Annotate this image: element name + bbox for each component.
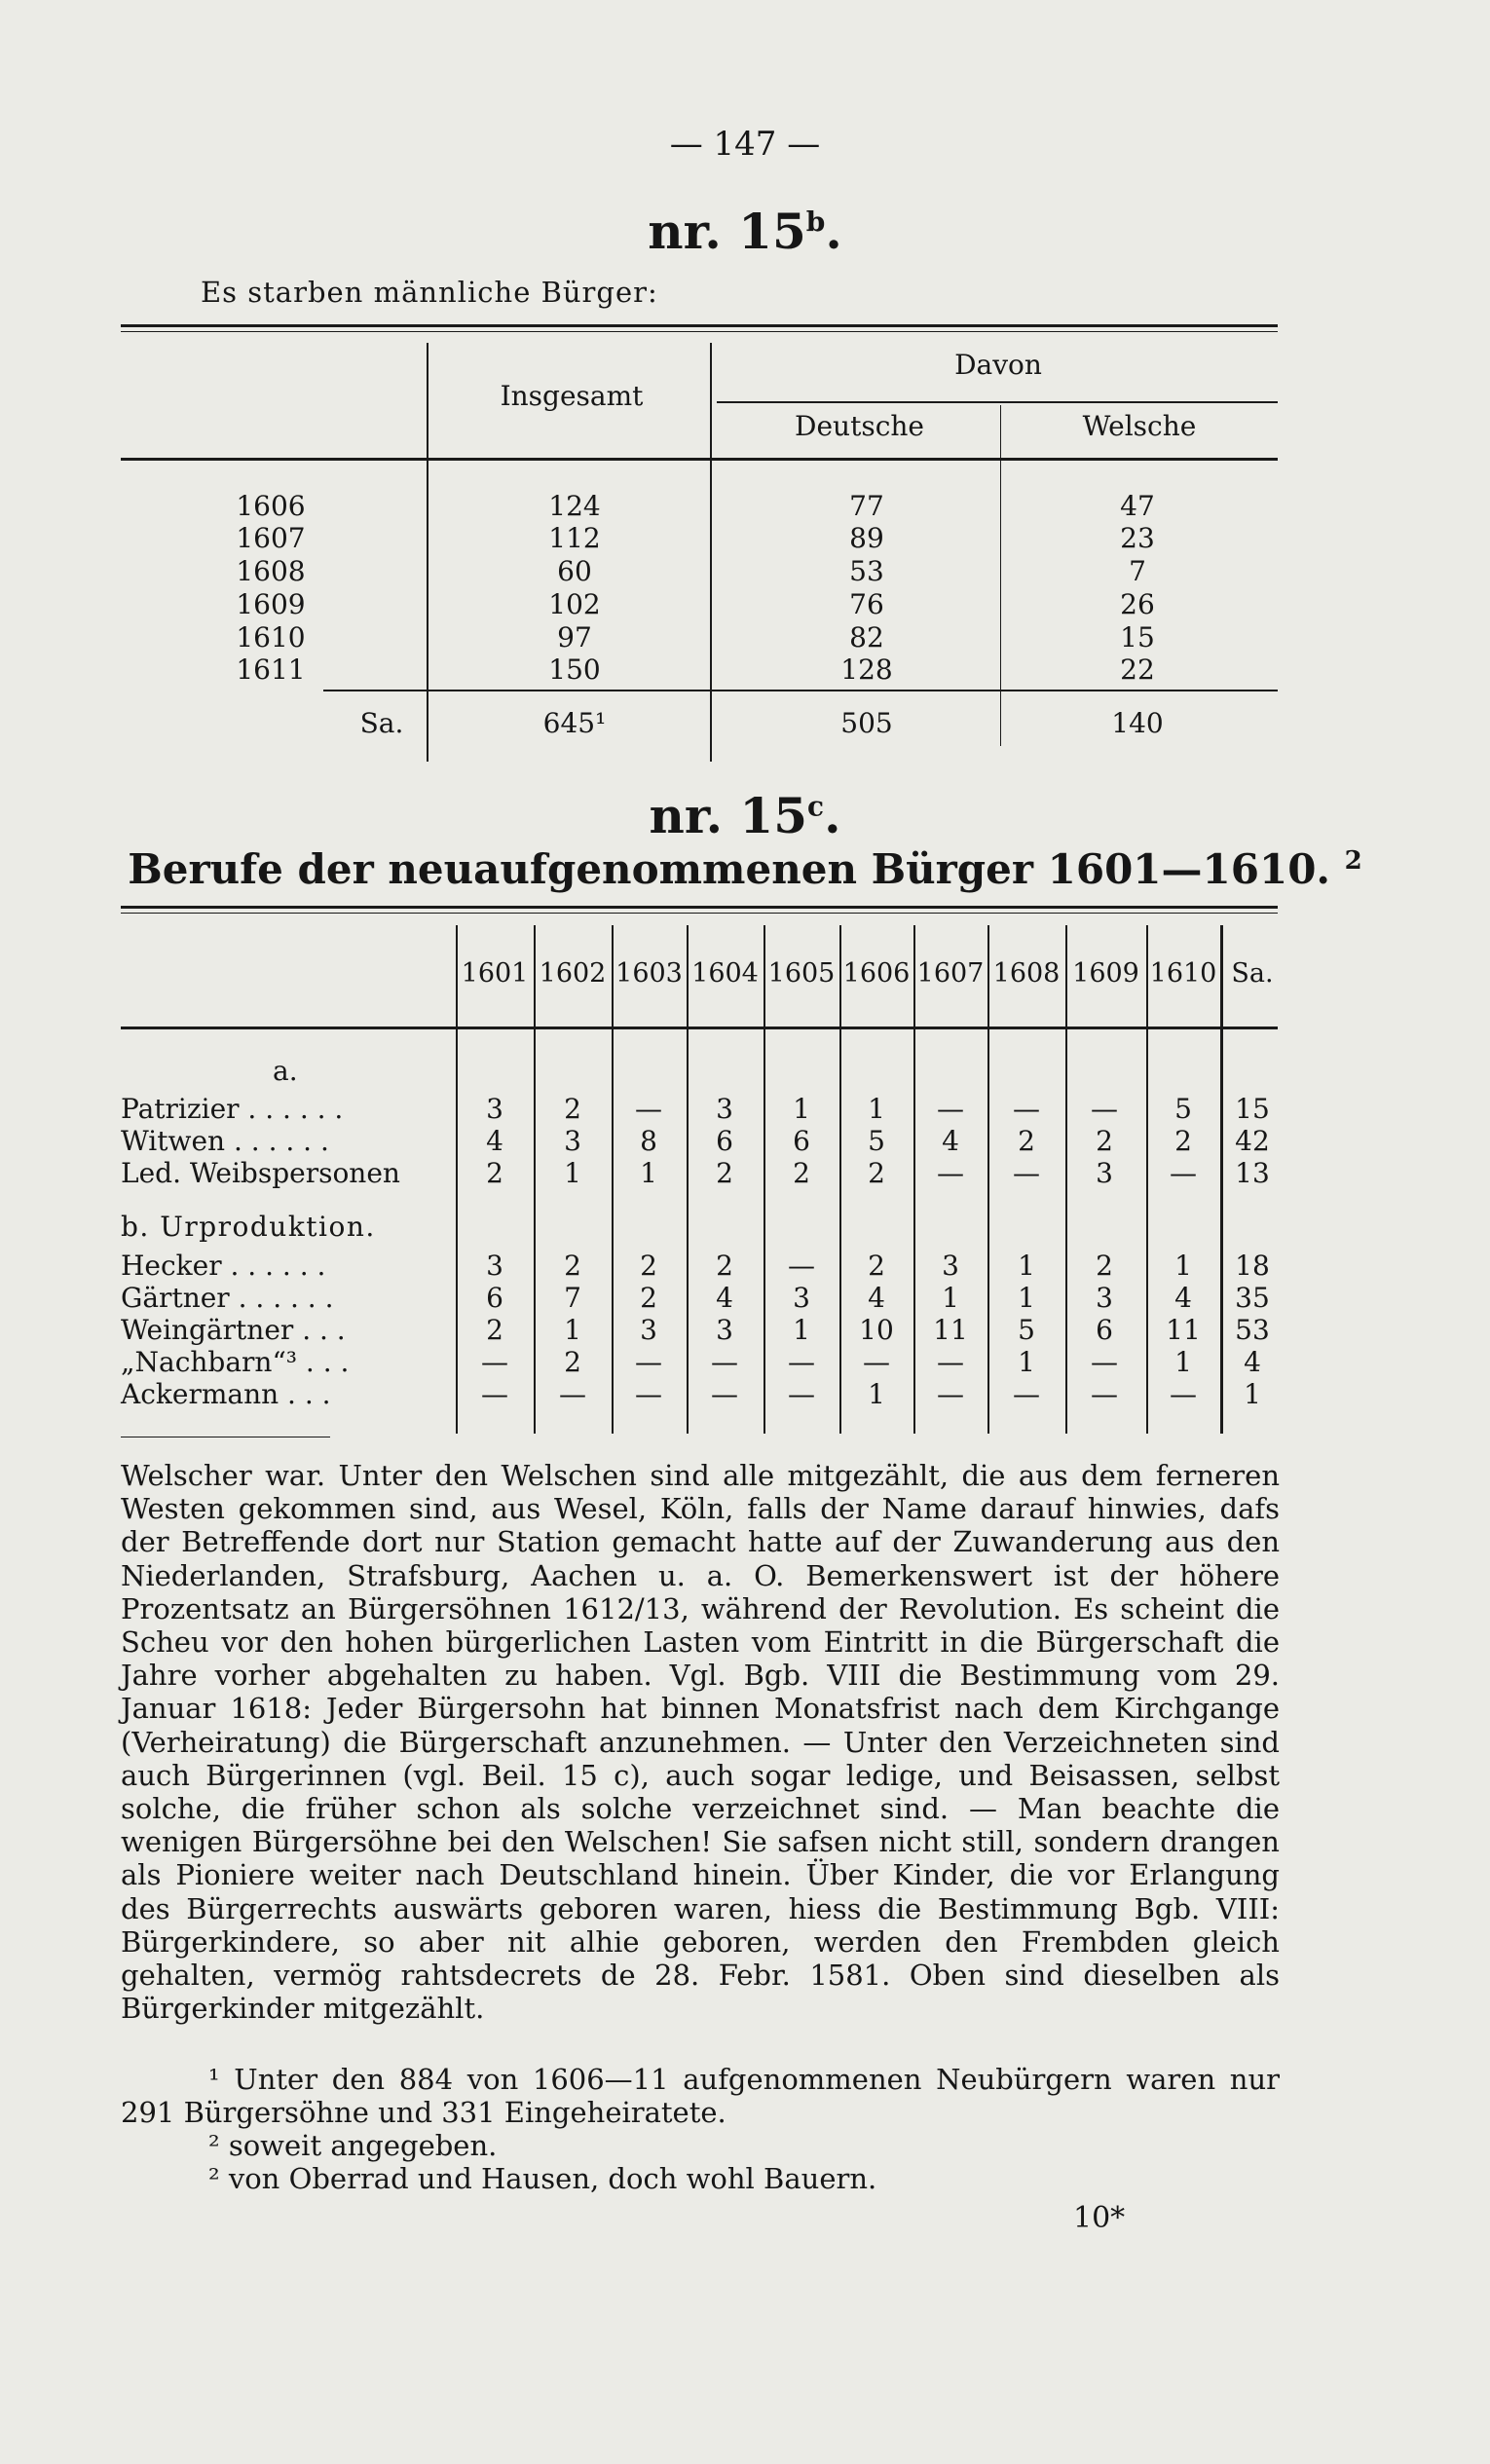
footnote-1: ¹ Unter den 884 von 1606—11 aufgenommenen Neubürgern waren nur 291 Bürgersöhne und 331 Eingeheiratete.: [121, 2063, 1280, 2129]
cell: —: [937, 1093, 964, 1125]
section-a-label: a.: [273, 1055, 298, 1087]
cell: 2: [1096, 1250, 1113, 1282]
welsche: 47: [1120, 490, 1155, 522]
cell: 6: [793, 1125, 810, 1157]
vline: [1065, 925, 1067, 1434]
year: 1608: [236, 555, 306, 587]
cell: 5: [868, 1125, 885, 1157]
cell: 2: [486, 1314, 503, 1346]
col-sa: Sa.: [1231, 958, 1274, 989]
cell: 6: [486, 1282, 503, 1314]
cell: 1: [868, 1378, 885, 1410]
table-b-title: [0, 203, 1490, 260]
cell: 4: [716, 1282, 733, 1314]
cell: —: [1170, 1378, 1197, 1410]
cell: —: [1091, 1346, 1118, 1378]
cell: 1: [1018, 1282, 1035, 1314]
vline: [612, 925, 614, 1434]
cell: —: [937, 1157, 964, 1189]
cell: 1: [564, 1157, 581, 1189]
table-b-head-rule: [121, 458, 1278, 461]
deutsche: 82: [849, 621, 884, 653]
welsche: 22: [1120, 653, 1155, 686]
table-b-top-rule: [121, 324, 1278, 327]
table-c-top-rule: [121, 906, 1278, 909]
cell: 4: [1174, 1282, 1192, 1314]
table-c-subtitle-sup: 2: [1344, 846, 1362, 876]
cell-sum: 13: [1235, 1157, 1270, 1189]
vline: [534, 925, 536, 1434]
cell: 11: [1166, 1314, 1201, 1346]
cell: 1: [1018, 1250, 1035, 1282]
cell: 1: [793, 1093, 810, 1125]
cell: —: [1091, 1378, 1118, 1410]
cell: 7: [564, 1282, 581, 1314]
cell-sum: 18: [1235, 1250, 1270, 1282]
table-b-intro: Es starben männliche Bürger:: [201, 276, 658, 309]
row-label: Weingärtner . . .: [121, 1314, 346, 1346]
col-1610: 1610: [1149, 958, 1217, 989]
deutsche: 89: [849, 522, 884, 554]
cell-sum: 42: [1235, 1125, 1270, 1157]
table-b-davon-rule: [717, 401, 1278, 403]
cell: 1: [1174, 1346, 1192, 1378]
year: 1606: [236, 490, 306, 522]
table-b-title-end: .: [825, 203, 842, 260]
cell: —: [937, 1378, 964, 1410]
deutsche: 53: [849, 555, 884, 587]
insgesamt: 60: [557, 555, 592, 587]
table-b-title-sup: b: [805, 205, 826, 239]
col-1603: 1603: [615, 958, 683, 989]
table-b-vline-2: [710, 343, 712, 762]
col-1604: 1604: [691, 958, 759, 989]
table-b-col-deutsche: Deutsche: [795, 410, 924, 442]
cell: 2: [1096, 1125, 1113, 1157]
vline: [456, 925, 458, 1434]
cell: 5: [1174, 1093, 1192, 1125]
table-c-head-rule: [121, 1027, 1278, 1029]
table-c-subtitle: [0, 845, 1490, 893]
cell: 2: [564, 1250, 581, 1282]
cell: —: [1170, 1157, 1197, 1189]
sum-insgesamt: 645¹: [542, 707, 607, 739]
cell: —: [1013, 1157, 1040, 1189]
col-1609: 1609: [1072, 958, 1139, 989]
col-1601: 1601: [461, 958, 529, 989]
row-label: Witwen . . . . . .: [121, 1125, 329, 1157]
row-label: Hecker . . . . . .: [121, 1250, 326, 1282]
cell: —: [1013, 1378, 1040, 1410]
table-b-col-welsche: Welsche: [1082, 410, 1197, 442]
year: 1609: [236, 588, 306, 620]
cell: 2: [868, 1250, 885, 1282]
cell: 2: [1018, 1125, 1035, 1157]
cell: 2: [486, 1157, 503, 1189]
table-b-title-text: nr. 15: [648, 203, 806, 260]
table-b-col-davon: Davon: [954, 349, 1042, 381]
vline: [1146, 925, 1148, 1434]
vline: [913, 925, 915, 1434]
cell-sum: 35: [1235, 1282, 1270, 1314]
row-label: Ackermann . . .: [121, 1378, 331, 1410]
table-c-title-end: .: [824, 787, 841, 844]
cell: 2: [1174, 1125, 1192, 1157]
cell: —: [481, 1346, 508, 1378]
sum-label: Sa.: [359, 707, 404, 739]
cell: —: [481, 1378, 508, 1410]
insgesamt: 150: [548, 653, 601, 686]
sum-welsche: 140: [1111, 707, 1164, 739]
insgesamt: 112: [548, 522, 601, 554]
table-b-col-insgesamt: Insgesamt: [500, 380, 644, 412]
page-number: — 147 —: [669, 125, 821, 164]
cell: 1: [564, 1314, 581, 1346]
vline: [687, 925, 689, 1434]
vline: [764, 925, 765, 1434]
welsche: 26: [1120, 588, 1155, 620]
cell: 3: [486, 1250, 503, 1282]
cell: 3: [564, 1125, 581, 1157]
cell: 1: [868, 1093, 885, 1125]
table-c-subtitle-text: Berufe der neuaufgenommenen Bürger 1601—1610.: [128, 845, 1331, 893]
cell: 3: [716, 1314, 733, 1346]
deutsche: 128: [840, 653, 893, 686]
cell: 4: [942, 1125, 959, 1157]
cell: 3: [716, 1093, 733, 1125]
cell: —: [788, 1346, 815, 1378]
cell: 10: [859, 1314, 894, 1346]
cell: 2: [564, 1093, 581, 1125]
cell: 1: [793, 1314, 810, 1346]
cell: —: [788, 1250, 815, 1282]
cell: 5: [1018, 1314, 1035, 1346]
deutsche: 77: [849, 490, 884, 522]
table-b-vline-1: [427, 343, 428, 762]
year: 1610: [236, 621, 306, 653]
cell: 2: [716, 1250, 733, 1282]
table-c-title-sup: c: [807, 790, 825, 823]
cell: 3: [793, 1282, 810, 1314]
footnote-2: ² soweit angegeben.: [208, 2129, 498, 2162]
table-b-top-rule-2: [121, 331, 1278, 332]
col-1605: 1605: [767, 958, 836, 989]
cell: —: [1091, 1093, 1118, 1125]
cell-sum: 1: [1244, 1378, 1261, 1410]
cell-sum: 4: [1244, 1346, 1261, 1378]
cell: 4: [486, 1125, 503, 1157]
vline: [987, 925, 989, 1434]
welsche: 23: [1120, 522, 1155, 554]
footnote-3: ² von Oberrad und Hausen, doch wohl Bauern.: [208, 2162, 877, 2195]
deutsche: 76: [849, 588, 884, 620]
row-label: „Nachbarn“³ . . .: [121, 1346, 350, 1378]
cell-sum: 15: [1235, 1093, 1270, 1125]
cell: 6: [1096, 1314, 1113, 1346]
table-c-title: [0, 787, 1490, 844]
cell: 2: [793, 1157, 810, 1189]
signature-mark: 10*: [1073, 2201, 1126, 2235]
col-1608: 1608: [992, 958, 1061, 989]
cell: 1: [1018, 1346, 1035, 1378]
cell: 8: [640, 1125, 657, 1157]
cell: 1: [1174, 1250, 1192, 1282]
cell: 3: [486, 1093, 503, 1125]
cell: —: [711, 1346, 738, 1378]
row-label: Led. Weibspersonen: [121, 1157, 400, 1189]
cell: —: [635, 1346, 662, 1378]
cell: 2: [564, 1346, 581, 1378]
cell: —: [559, 1378, 586, 1410]
body-paragraph: Welscher war. Unter den Welschen sind alle mitgezählt, die aus dem ferneren Westen gekommen sind, aus Wesel, Köln, falls der Name darauf hinwies, dafs der Betreffende dort nur Station gemacht hatte auf der Zuwanderung aus den Niederlanden, Strafsburg, Aachen u. a. O. Bemerkenswert ist der höhere Prozentsatz an Bürgersöhnen 1612/13, während der Revolution. Es scheint die Scheu vor den hohen bürgerlichen Lasten vom Eintritt in die Bürgerschaft die Jahre vorher abgehalten zu haben. Vgl. Bgb. VIII die Bestimmung vom 29. Januar 1618: Jeder Bürgersohn hat binnen Monatsfrist nach dem Kirchgange (Verheiratung) die Bürgerschaft anzunehmen. — Unter den Verzeichneten sind auch Bürgerinnen (vgl. Beil. 15 c), auch sogar ledige, und Beisassen, selbst solche, die früher schon als solche verzeichnet sind. — Man beachte die wenigen Bürgersöhne bei den Welschen! Sie safsen nicht still, sondern drangen als Pioniere weiter nach Deutschland hinein. Über Kinder, die vor Erlangung des Bürgerrechts auswärts geboren waren, hiess die Bestimmung Bgb. VIII: Bürgerkindere, so aber nit alhie geboren, werden den Frembden gleich gehalten, vermög rahtsdecrets de 28. Febr. 1581. Oben sind dieselben als Bürgerkinder mitgezählt.: [121, 1459, 1280, 2026]
vline: [839, 925, 841, 1434]
table-b-vline-3: [1000, 405, 1001, 746]
cell: 2: [868, 1157, 885, 1189]
table-b-sum-rule: [323, 690, 1278, 691]
cell: 3: [942, 1250, 959, 1282]
cell: 1: [640, 1157, 657, 1189]
cell: 2: [640, 1282, 657, 1314]
table-c-top-rule-2: [121, 913, 1278, 914]
welsche: 15: [1120, 621, 1155, 653]
cell: 4: [868, 1282, 885, 1314]
cell: —: [788, 1378, 815, 1410]
cell-sum: 53: [1235, 1314, 1270, 1346]
cell: —: [635, 1378, 662, 1410]
cell: 3: [1096, 1282, 1113, 1314]
section-b-label: b. Urproduktion.: [121, 1211, 376, 1243]
cell: —: [937, 1346, 964, 1378]
cell: 2: [640, 1250, 657, 1282]
cell: —: [1013, 1093, 1040, 1125]
cell: 6: [716, 1125, 733, 1157]
cell: —: [635, 1093, 662, 1125]
insgesamt: 97: [557, 621, 592, 653]
insgesamt: 124: [548, 490, 601, 522]
cell: 1: [942, 1282, 959, 1314]
cell: 3: [640, 1314, 657, 1346]
year: 1607: [236, 522, 306, 554]
insgesamt: 102: [548, 588, 601, 620]
cell: 3: [1096, 1157, 1113, 1189]
cell: 2: [716, 1157, 733, 1189]
col-1602: 1602: [539, 958, 607, 989]
cell: —: [711, 1378, 738, 1410]
row-label: Patrizier . . . . . .: [121, 1093, 344, 1125]
col-1607: 1607: [916, 958, 985, 989]
welsche: 7: [1129, 555, 1146, 587]
sum-deutsche: 505: [840, 707, 893, 739]
cell: —: [863, 1346, 890, 1378]
table-c-title-text: nr. 15: [649, 787, 807, 844]
col-1606: 1606: [842, 958, 911, 989]
row-label: Gärtner . . . . . .: [121, 1282, 334, 1314]
cell: 11: [933, 1314, 968, 1346]
year: 1611: [236, 653, 306, 686]
